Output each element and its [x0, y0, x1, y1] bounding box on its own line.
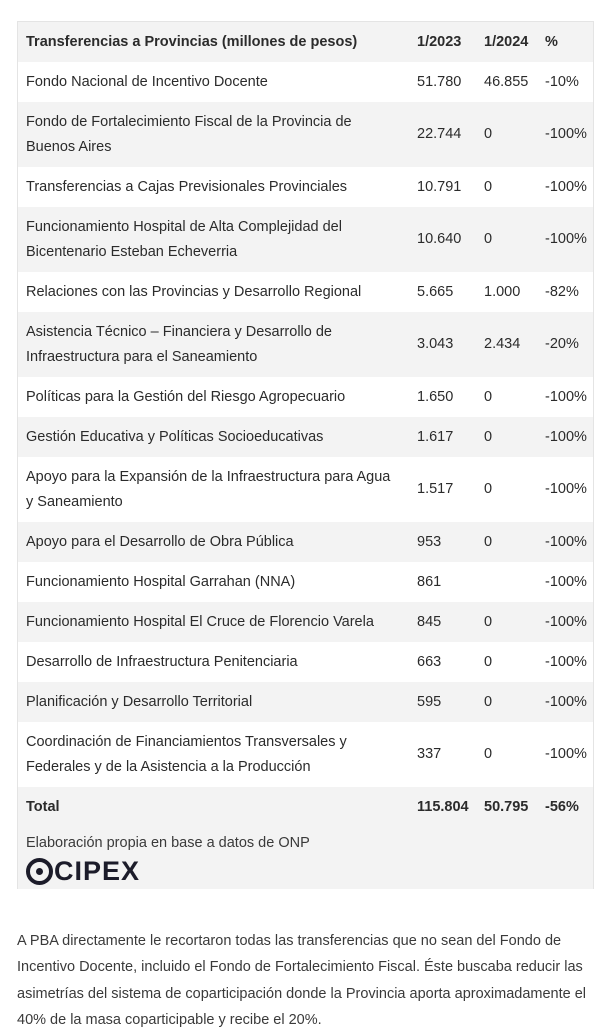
row-name: Apoyo para el Desarrollo de Obra Pública [26, 533, 294, 550]
logo-text: CIPEX [54, 856, 141, 886]
row-name: Desarrollo de Infraestructura Penitenciaria [26, 653, 298, 670]
row-2024: 0 [484, 653, 493, 670]
table-total-row [18, 787, 593, 827]
article-paragraph: A PBA directamente le recortaron todas las transferencias que no sean del Fondo de Incentivo Docente, incluido el Fondo de Fortalecimiento Fiscal. Éste buscaba reducir las asimetrías del sistema de coparticipación donde la Provincia aporta aproximadamente el 40% de la masa coparticipable y recibe el 20%. [17, 932, 587, 1028]
source-note: Elaboración propia en base a datos de ONP [26, 835, 310, 851]
ocipex-logo [26, 856, 140, 887]
row-2024: 0 [484, 231, 493, 247]
row-2024: 0 [484, 746, 493, 762]
row-2023: 953 [417, 533, 442, 550]
row-2023: 1.650 [417, 388, 454, 405]
table-row [18, 62, 593, 102]
row-2024: 2.434 [484, 336, 521, 352]
row-pct: -100% [545, 693, 587, 710]
row-2023: 5.665 [417, 283, 454, 300]
row-2023: 22.744 [417, 126, 462, 142]
row-2024: 1.000 [484, 283, 521, 300]
row-name: Coordinación de Financiamientos Transversales y Federales y de la Asistencia a la Producción [26, 733, 347, 775]
header-pct: % [545, 33, 558, 50]
row-2023: 595 [417, 693, 442, 710]
row-2023: 3.043 [417, 336, 454, 352]
header-2024: 1/2024 [484, 33, 529, 50]
row-2024 [476, 562, 537, 602]
row-2023: 845 [417, 613, 442, 630]
table-row [18, 642, 593, 682]
transfers-table [18, 22, 593, 827]
row-name: Gestión Educativa y Políticas Socioeducativas [26, 428, 324, 445]
row-name: Relaciones con las Provincias y Desarrollo Regional [26, 283, 362, 300]
row-name: Funcionamiento Hospital de Alta Complejidad del Bicentenario Esteban Echeverria [26, 218, 342, 260]
row-name: Apoyo para la Expansión de la Infraestructura para Agua y Saneamiento [26, 468, 391, 510]
row-2024: 0 [484, 388, 493, 405]
table-row [18, 457, 593, 522]
table-row [18, 207, 593, 272]
row-name: Planificación y Desarrollo Territorial [26, 693, 253, 710]
table-row [18, 682, 593, 722]
row-pct: -100% [545, 573, 587, 590]
row-pct: -100% [545, 746, 587, 762]
table-header-row [18, 22, 593, 62]
table-row [18, 167, 593, 207]
row-name: Funcionamiento Hospital Garrahan (NNA) [26, 573, 296, 590]
row-pct: -100% [545, 428, 587, 445]
row-pct: -100% [545, 533, 587, 550]
row-pct: -10% [545, 73, 579, 90]
row-pct: -100% [545, 613, 587, 630]
row-pct: -100% [545, 481, 587, 497]
table-row [18, 602, 593, 642]
logo-circle-icon [26, 858, 53, 885]
row-pct: -100% [545, 178, 587, 195]
row-name: Transferencias a Cajas Previsionales Provinciales [26, 178, 348, 195]
total-pct: -56% [545, 798, 579, 815]
row-name: Asistencia Técnico – Financiera y Desarrollo de Infraestructura para el Saneamiento [26, 323, 332, 365]
row-pct: -100% [545, 388, 587, 405]
row-pct: -100% [545, 653, 587, 670]
table-footer [18, 825, 593, 889]
row-name: Funcionamiento Hospital El Cruce de Florencio Varela [26, 613, 374, 630]
header-2023: 1/2023 [417, 33, 462, 50]
transfers-table-card [17, 21, 594, 889]
row-2023: 337 [417, 746, 442, 762]
row-pct: -82% [545, 283, 579, 300]
row-2024: 46.855 [484, 73, 529, 90]
row-2023: 1.617 [417, 428, 454, 445]
row-pct: -100% [545, 126, 587, 142]
header-name: Transferencias a Provincias (millones de pesos) [26, 33, 358, 50]
total-label: Total [26, 798, 60, 815]
table-row [18, 312, 593, 377]
table-row [18, 562, 593, 602]
row-2023: 10.791 [417, 178, 462, 195]
row-2024: 0 [484, 178, 493, 195]
table-row [18, 272, 593, 312]
row-2023: 861 [417, 573, 442, 590]
row-name: Fondo Nacional de Incentivo Docente [26, 73, 268, 90]
row-pct: -100% [545, 231, 587, 247]
row-2024: 0 [484, 428, 493, 445]
table-row [18, 102, 593, 167]
total-2023: 115.804 [417, 798, 469, 815]
row-2023: 1.517 [417, 481, 454, 497]
row-2024: 0 [484, 126, 493, 142]
table-row [18, 522, 593, 562]
table-row [18, 722, 593, 787]
row-2024: 0 [484, 481, 493, 497]
total-2024: 50.795 [484, 798, 529, 815]
row-2024: 0 [484, 533, 493, 550]
row-2023: 10.640 [417, 231, 462, 247]
row-pct: -20% [545, 336, 579, 352]
table-row [18, 417, 593, 457]
table-row [18, 377, 593, 417]
row-2023: 51.780 [417, 73, 462, 90]
row-name: Fondo de Fortalecimiento Fiscal de la Provincia de Buenos Aires [26, 113, 352, 155]
row-name: Políticas para la Gestión del Riesgo Agropecuario [26, 388, 346, 405]
row-2023: 663 [417, 653, 442, 670]
row-2024: 0 [484, 693, 493, 710]
row-2024: 0 [484, 613, 493, 630]
